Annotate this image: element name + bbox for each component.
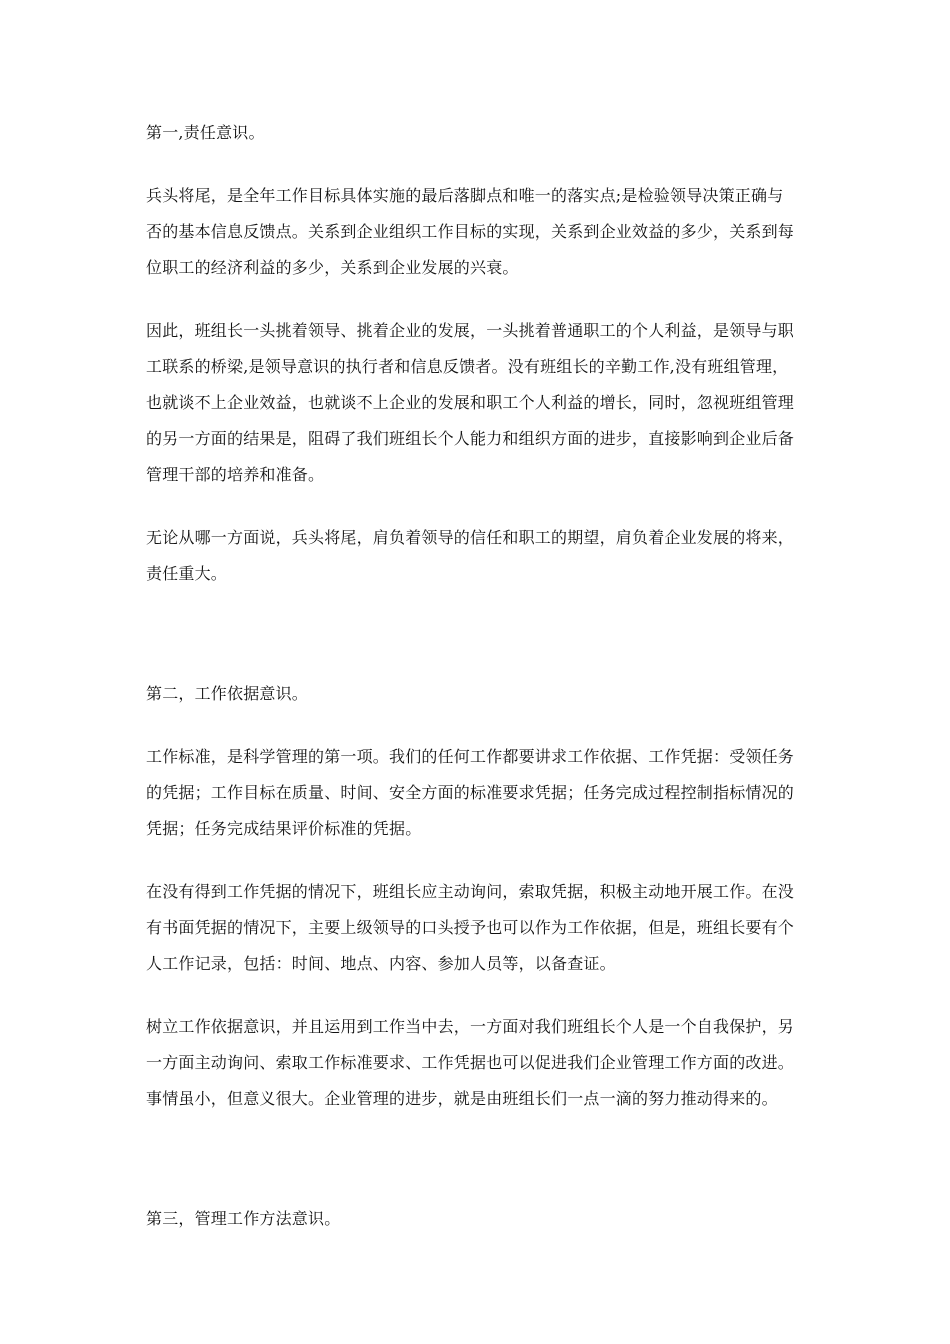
text-line: 的凭据；工作目标在质量、时间、安全方面的标准要求凭据；任务完成过程控制指标情况的 [146,783,795,802]
text-line: 工联系的桥梁,是领导意识的执行者和信息反馈者。没有班组长的辛勤工作,没有班组管理， [146,357,789,376]
text-line: 事情虽小，但意义很大。企业管理的进步，就是由班组长们一点一滴的努力推动得来的。 [146,1089,778,1108]
text-line: 凭据；任务完成结果评价标准的凭据。 [146,819,422,838]
section-heading-responsibility: 第一,责任意识。 [146,123,265,142]
text-line: 工作标准，是科学管理的第一项。我们的任何工作都要讲求工作依据、工作凭据：受领任务 [146,747,795,766]
text-line: 人工作记录，包括：时间、地点、内容、参加人员等，以备查证。 [146,954,616,973]
text-line: 管理干部的培养和准备。 [146,465,325,484]
text-line: 否的基本信息反馈点。关系到企业组织工作目标的实现，关系到企业效益的多少，关系到每 [146,222,795,241]
text-line: 兵头将尾，是全年工作目标具体实施的最后落脚点和唯一的落实点;是检验领导决策正确与 [146,186,784,205]
section-heading-work-basis: 第二，工作依据意识。 [146,684,309,703]
text-line: 有书面凭据的情况下，主要上级领导的口头授予也可以作为工作依据，但是，班组长要有个 [146,918,795,937]
text-line: 的另一方面的结果是，阻碍了我们班组长个人能力和组织方面的进步，直接影响到企业后备 [146,429,795,448]
text-line: 无论从哪一方面说，兵头将尾，肩负着领导的信任和职工的期望，肩负着企业发展的将来， [146,528,795,547]
text-line: 在没有得到工作凭据的情况下，班组长应主动询问，索取凭据，积极主动地开展工作。在没 [146,882,795,901]
text-line: 因此，班组长一头挑着领导、挑着企业的发展，一头挑着普通职工的个人利益，是领导与职 [146,321,795,340]
text-line: 也就谈不上企业效益，也就谈不上企业的发展和职工个人利益的增长，同时，忽视班组管理 [146,393,795,412]
text-line: 位职工的经济利益的多少，关系到企业发展的兴衰。 [146,258,519,277]
text-line: 责任重大。 [146,564,228,583]
text-line: 树立工作依据意识，并且运用到工作当中去，一方面对我们班组长个人是一个自我保护，另 [146,1017,795,1036]
section-heading-management-method: 第三，管理工作方法意识。 [146,1209,341,1228]
text-line: 一方面主动询问、索取工作标准要求、工作凭据也可以促进我们企业管理工作方面的改进。 [146,1053,795,1072]
